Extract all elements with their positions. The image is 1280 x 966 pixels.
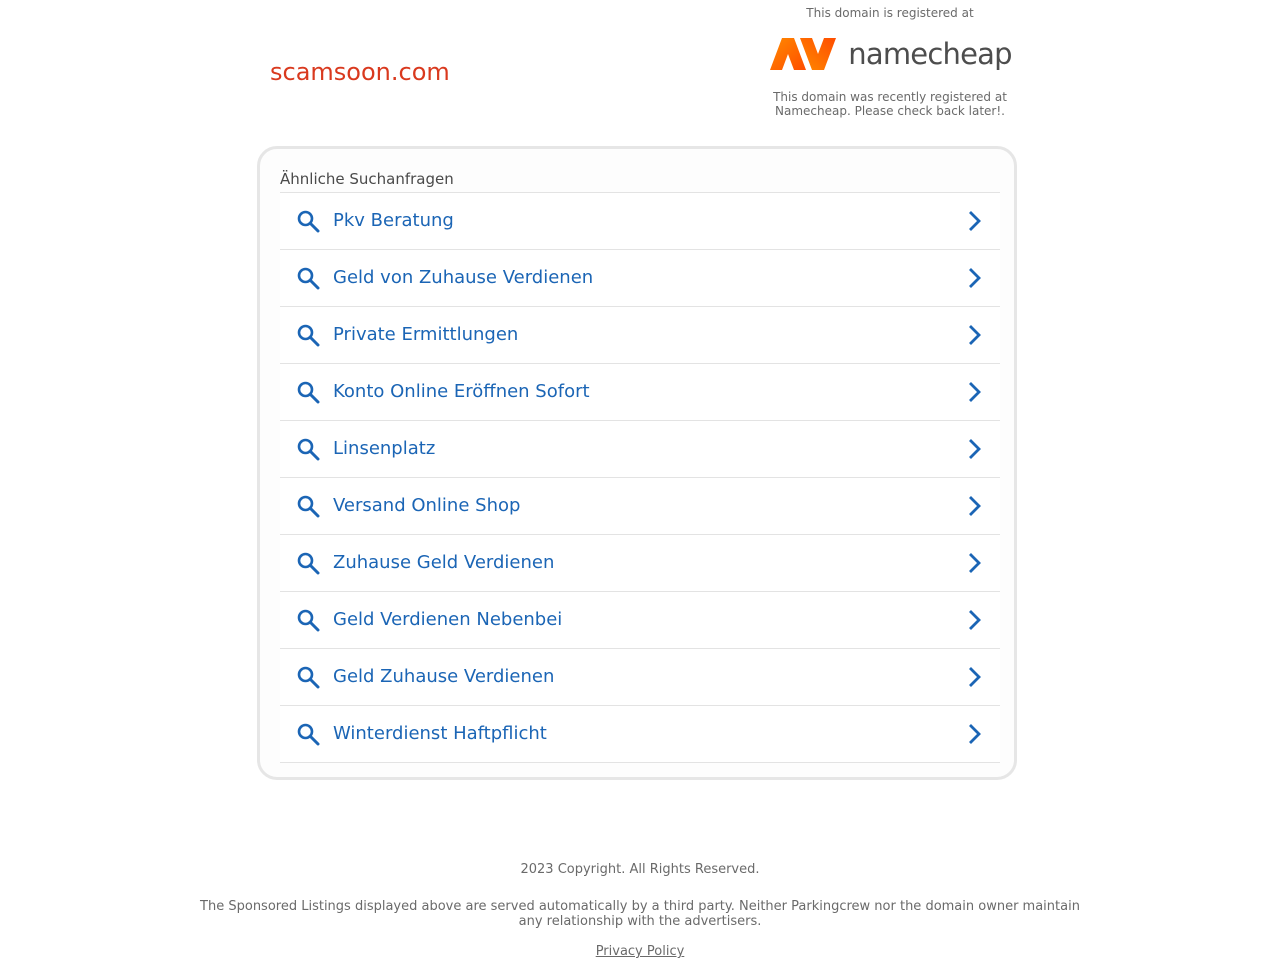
list-item[interactable] (280, 364, 1000, 421)
namecheap-logo[interactable] (768, 28, 1011, 80)
chevron-right-icon (966, 608, 984, 632)
list-item[interactable] (280, 193, 1000, 250)
namecheap-wordmark: namecheap (848, 37, 1012, 71)
footer (0, 862, 1280, 959)
related-searches-list (280, 192, 1000, 763)
list-item-label: Geld von Zuhause Verdienen (333, 267, 594, 288)
registrar-note-line2: Namecheap. Please check back later!. (775, 104, 1005, 118)
search-icon (296, 608, 320, 632)
search-icon (296, 665, 320, 689)
list-item-label: Linsenplatz (333, 438, 436, 459)
registrar-note (760, 90, 1020, 118)
search-icon (296, 380, 320, 404)
search-icon (296, 266, 320, 290)
registrar-intro-text: This domain is registered at (806, 6, 974, 20)
related-searches-card (257, 146, 1017, 780)
related-searches-title: Ähnliche Suchanfragen (280, 170, 454, 188)
list-item[interactable] (280, 592, 1000, 649)
list-item[interactable] (280, 307, 1000, 364)
list-item[interactable] (280, 649, 1000, 706)
chevron-right-icon (966, 551, 984, 575)
search-icon (296, 437, 320, 461)
registrar-note-line1: This domain was recently registered at (773, 90, 1007, 104)
list-item-label: Pkv Beratung (333, 210, 454, 231)
list-item[interactable] (280, 421, 1000, 478)
list-item[interactable] (280, 250, 1000, 307)
chevron-right-icon (966, 266, 984, 290)
chevron-right-icon (966, 380, 984, 404)
list-item[interactable] (280, 535, 1000, 592)
list-item-label: Zuhause Geld Verdienen (333, 552, 555, 573)
privacy-policy-link[interactable]: Privacy Policy (595, 944, 685, 959)
search-icon (296, 494, 320, 518)
search-icon (296, 551, 320, 575)
chevron-right-icon (966, 209, 984, 233)
search-icon (296, 323, 320, 347)
namecheap-logo-icon (768, 34, 840, 74)
chevron-right-icon (966, 722, 984, 746)
chevron-right-icon (966, 323, 984, 347)
list-item[interactable] (280, 706, 1000, 763)
chevron-right-icon (966, 665, 984, 689)
disclaimer-text: The Sponsored Listings displayed above are served automatically by a third party. Neither Parkingcrew nor the domain owner maintain any relationship with the advertisers. (200, 899, 1080, 929)
header (0, 0, 1280, 140)
list-item-label: Geld Verdienen Nebenbei (333, 609, 563, 630)
chevron-right-icon (966, 494, 984, 518)
list-item-label: Winterdienst Haftpflicht (333, 723, 547, 744)
copyright-text: 2023 Copyright. All Rights Reserved. (520, 862, 760, 877)
registrar-box (760, 6, 1020, 118)
chevron-right-icon (966, 437, 984, 461)
list-item-label: Geld Zuhause Verdienen (333, 666, 555, 687)
search-icon (296, 722, 320, 746)
search-icon (296, 209, 320, 233)
list-item-label: Konto Online Eröffnen Sofort (333, 381, 590, 402)
list-item[interactable] (280, 478, 1000, 535)
domain-title: scamsoon.com (270, 58, 450, 86)
list-item-label: Private Ermittlungen (333, 324, 519, 345)
list-item-label: Versand Online Shop (333, 495, 521, 516)
